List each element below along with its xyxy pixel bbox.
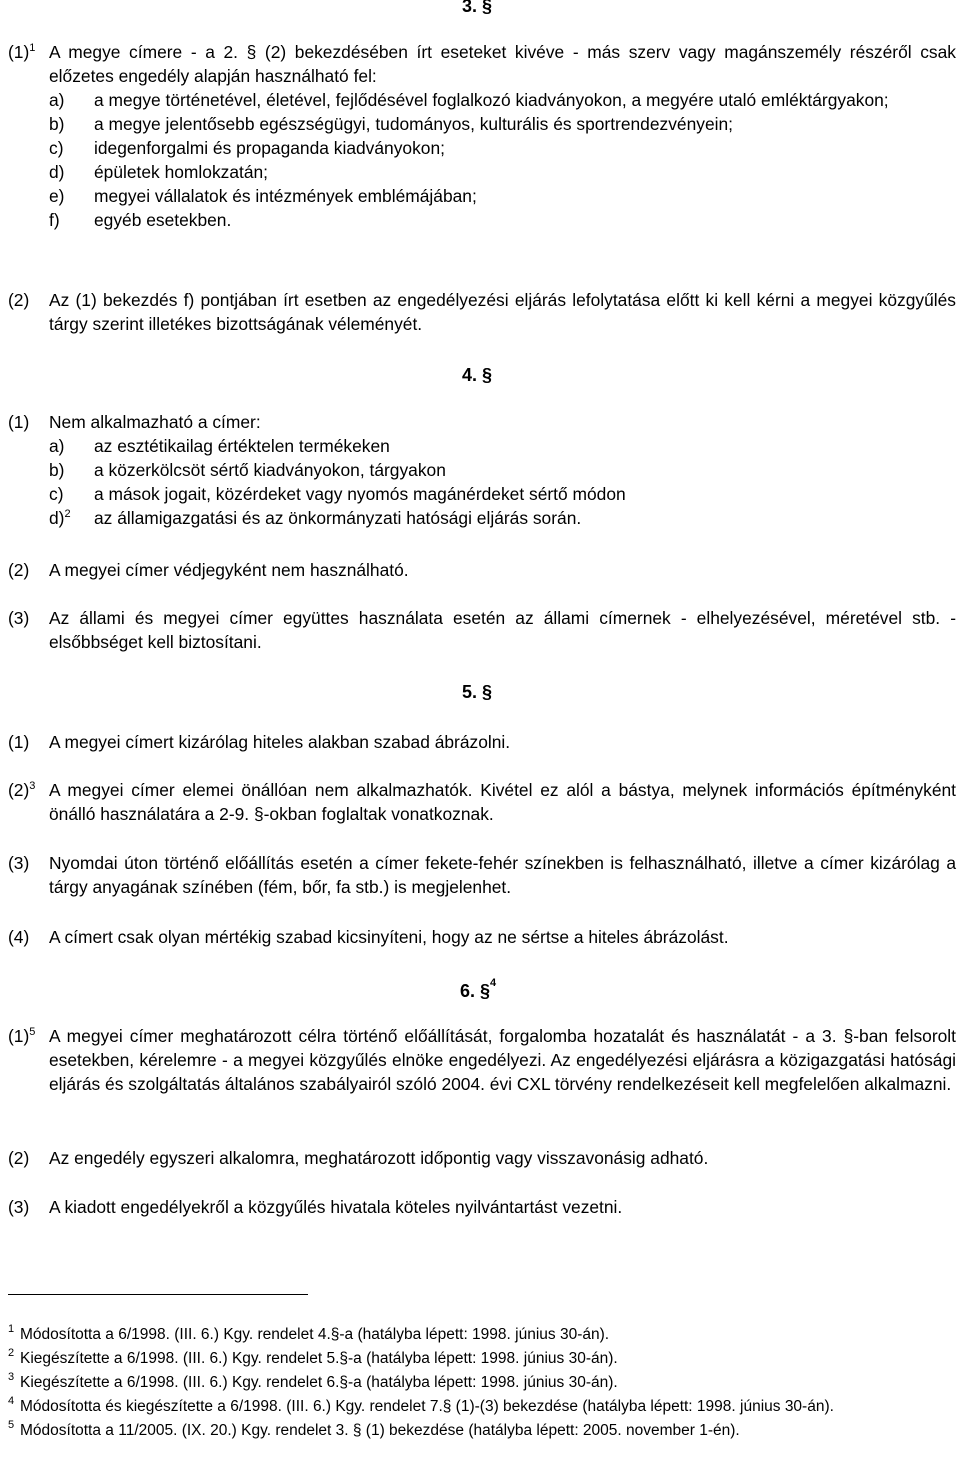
- para-number: $(2)^3$: [8, 780, 36, 800]
- footnote-ref: 5: [29, 1026, 36, 1039]
- sec3-para-2: [8, 288, 956, 336]
- list-item: a) a megye történetével, életével, fejlődésével foglalkozó kiadványokon, a megyére utaló emléktárgyakon;: [49, 90, 889, 110]
- para-text: Az állami és megyei címer együttes használata esetén az állami címernek - elhelyezésével, méretével stb. - elsőbbséget kell biztosítani.: [49, 608, 956, 652]
- para-number: (1): [8, 732, 30, 752]
- para-number: (2): [8, 560, 30, 580]
- sec3-para-1: [8, 40, 956, 232]
- para-text: A megyei címert kizárólag hiteles alakban szabad ábrázolni.: [49, 732, 511, 752]
- list-item: f) egyéb esetekben.: [49, 210, 232, 230]
- para-text: A megyei címer elemei önállóan nem alkalmazhatók. Kivétel ez alól a bástya, melynek információs építményként önálló használatára a 2-9. §-okban foglaltak vonatkoznak.: [49, 780, 956, 824]
- section-3-heading: 3. §: [462, 0, 493, 16]
- para-number: $(1)^5$: [8, 1026, 36, 1046]
- sec4-list: [49, 434, 956, 530]
- para-lead: Nem alkalmazható a címer:: [49, 412, 261, 432]
- section-4-heading: 4. §: [462, 365, 493, 385]
- sec4-para-3: [8, 606, 956, 654]
- footnote-separator: [8, 1294, 308, 1295]
- footnote-ref: 4: [490, 977, 497, 989]
- para-number: (1): [8, 412, 30, 432]
- sec6-para-2: [8, 1146, 956, 1170]
- para-number: (2): [8, 1148, 30, 1168]
- footnotes: [8, 1324, 956, 1442]
- list-item: c) idegenforgalmi és propaganda kiadványokon;: [49, 138, 445, 158]
- footnote: 3 Kiegészítette a 6/1998. (III. 6.) Kgy. rendelet 6.§-a (hatályba lépett: 1998. június 30-án).: [8, 1371, 618, 1391]
- para-number: (3): [8, 1197, 30, 1217]
- para-text: A megyei címer meghatározott célra történő előállítását, forgalomba hozatalát és használatát - a 3. §-ban felsorolt esetekben, kérelemre - a megyei közgyűlés elnöke engedélyezi. Az engedélyezési eljárásra a közigazgatási hatósági eljárás és szolgáltatás általános szabályairól szóló 2004. évi CXL törvény rendelkezéseit kell megfelelően alkalmazni.: [49, 1026, 956, 1094]
- footnote: 1 Módosította a 6/1998. (III. 6.) Kgy. rendelet 4.§-a (hatályba lépett: 1998. június 30-án).: [8, 1323, 610, 1343]
- list-item: b) a megye jelentősebb egészségügyi, tudományos, kulturális és sportrendezvényein;: [49, 114, 733, 134]
- footnote-ref: 3: [29, 780, 36, 793]
- list-item: d) épületek homlokzatán;: [49, 162, 269, 182]
- sec4-para-2: [8, 558, 956, 582]
- para-text: A megyei címer védjegyként nem használható.: [49, 560, 409, 580]
- sec5-para-3: [8, 851, 956, 899]
- para-number: $(1)^1$: [8, 42, 36, 62]
- list-item: a) az esztétikailag értéktelen termékeken: [49, 436, 390, 456]
- list-item: c) a mások jogait, közérdeket vagy nyomós magánérdeket sértő módon: [49, 484, 626, 504]
- footnote-ref: 2: [64, 508, 71, 521]
- footnote: 5 Módosította a 11/2005. (IX. 20.) Kgy. rendelet 3. § (1) bekezdése (hatályba lépett: 2005. november 1-én).: [8, 1419, 740, 1439]
- sec5-para-2: [8, 778, 956, 826]
- para-number: (3): [8, 853, 30, 873]
- para-text: A kiadott engedélyekről a közgyűlés hivatala köteles nyilvántartást vezetni.: [49, 1197, 623, 1217]
- list-item: b) a közerkölcsöt sértő kiadványokon, tárgyakon: [49, 460, 446, 480]
- para-number: (2): [8, 290, 30, 310]
- sec6-para-3: [8, 1195, 956, 1219]
- list-item: d)$^2$ az államigazgatási és az önkormányzati hatósági eljárás során.: [49, 508, 582, 528]
- footnote: 4 Módosította és kiegészítette a 6/1998. (III. 6.) Kgy. rendelet 7.§ (1)-(3) bekezdése (hatályba lépett: 1998. június 30-án).: [8, 1395, 834, 1415]
- sec5-para-1: [8, 730, 956, 754]
- sec5-para-4: [8, 925, 956, 949]
- footnote-ref: 1: [29, 42, 36, 55]
- footnote: 2 Kiegészítette a 6/1998. (III. 6.) Kgy. rendelet 5.§-a (hatályba lépett: 1998. június 30-án).: [8, 1347, 618, 1367]
- sec3-list: [49, 88, 956, 232]
- para-lead: A megye címere - a 2. § (2) bekezdésében írt eseteket kivéve - más szerv vagy magánszemély részéről csak előzetes engedély alapján használható fel:: [49, 42, 956, 86]
- list-item: e) megyei vállalatok és intézmények emblémájában;: [49, 186, 477, 206]
- section-5-heading: 5. §: [462, 682, 493, 702]
- section-6-heading: 6. §$^4$: [460, 977, 497, 1001]
- sec6-para-1: [8, 1024, 956, 1096]
- para-number: (3): [8, 608, 30, 628]
- sec4-para-1: [8, 410, 956, 530]
- para-text: Nyomdai úton történő előállítás esetén a címer fekete-fehér színekben is felhasználható, illetve a címer kizárólag a tárgy anyagának színében (fém, bőr, fa stb.) is megjelenhet.: [49, 853, 956, 897]
- para-text: Az engedély egyszeri alkalomra, meghatározott időpontig vagy visszavonásig adható.: [49, 1148, 709, 1168]
- para-number: (4): [8, 927, 30, 947]
- para-text: A címert csak olyan mértékig szabad kicsinyíteni, hogy az ne sértse a hiteles ábrázolást.: [49, 927, 729, 947]
- para-text: Az (1) bekezdés f) pontjában írt esetben az engedélyezési eljárás lefolytatása előtt ki kell kérni a megyei közgyűlés tárgy szerint illetékes bizottságának véleményét.: [49, 290, 956, 334]
